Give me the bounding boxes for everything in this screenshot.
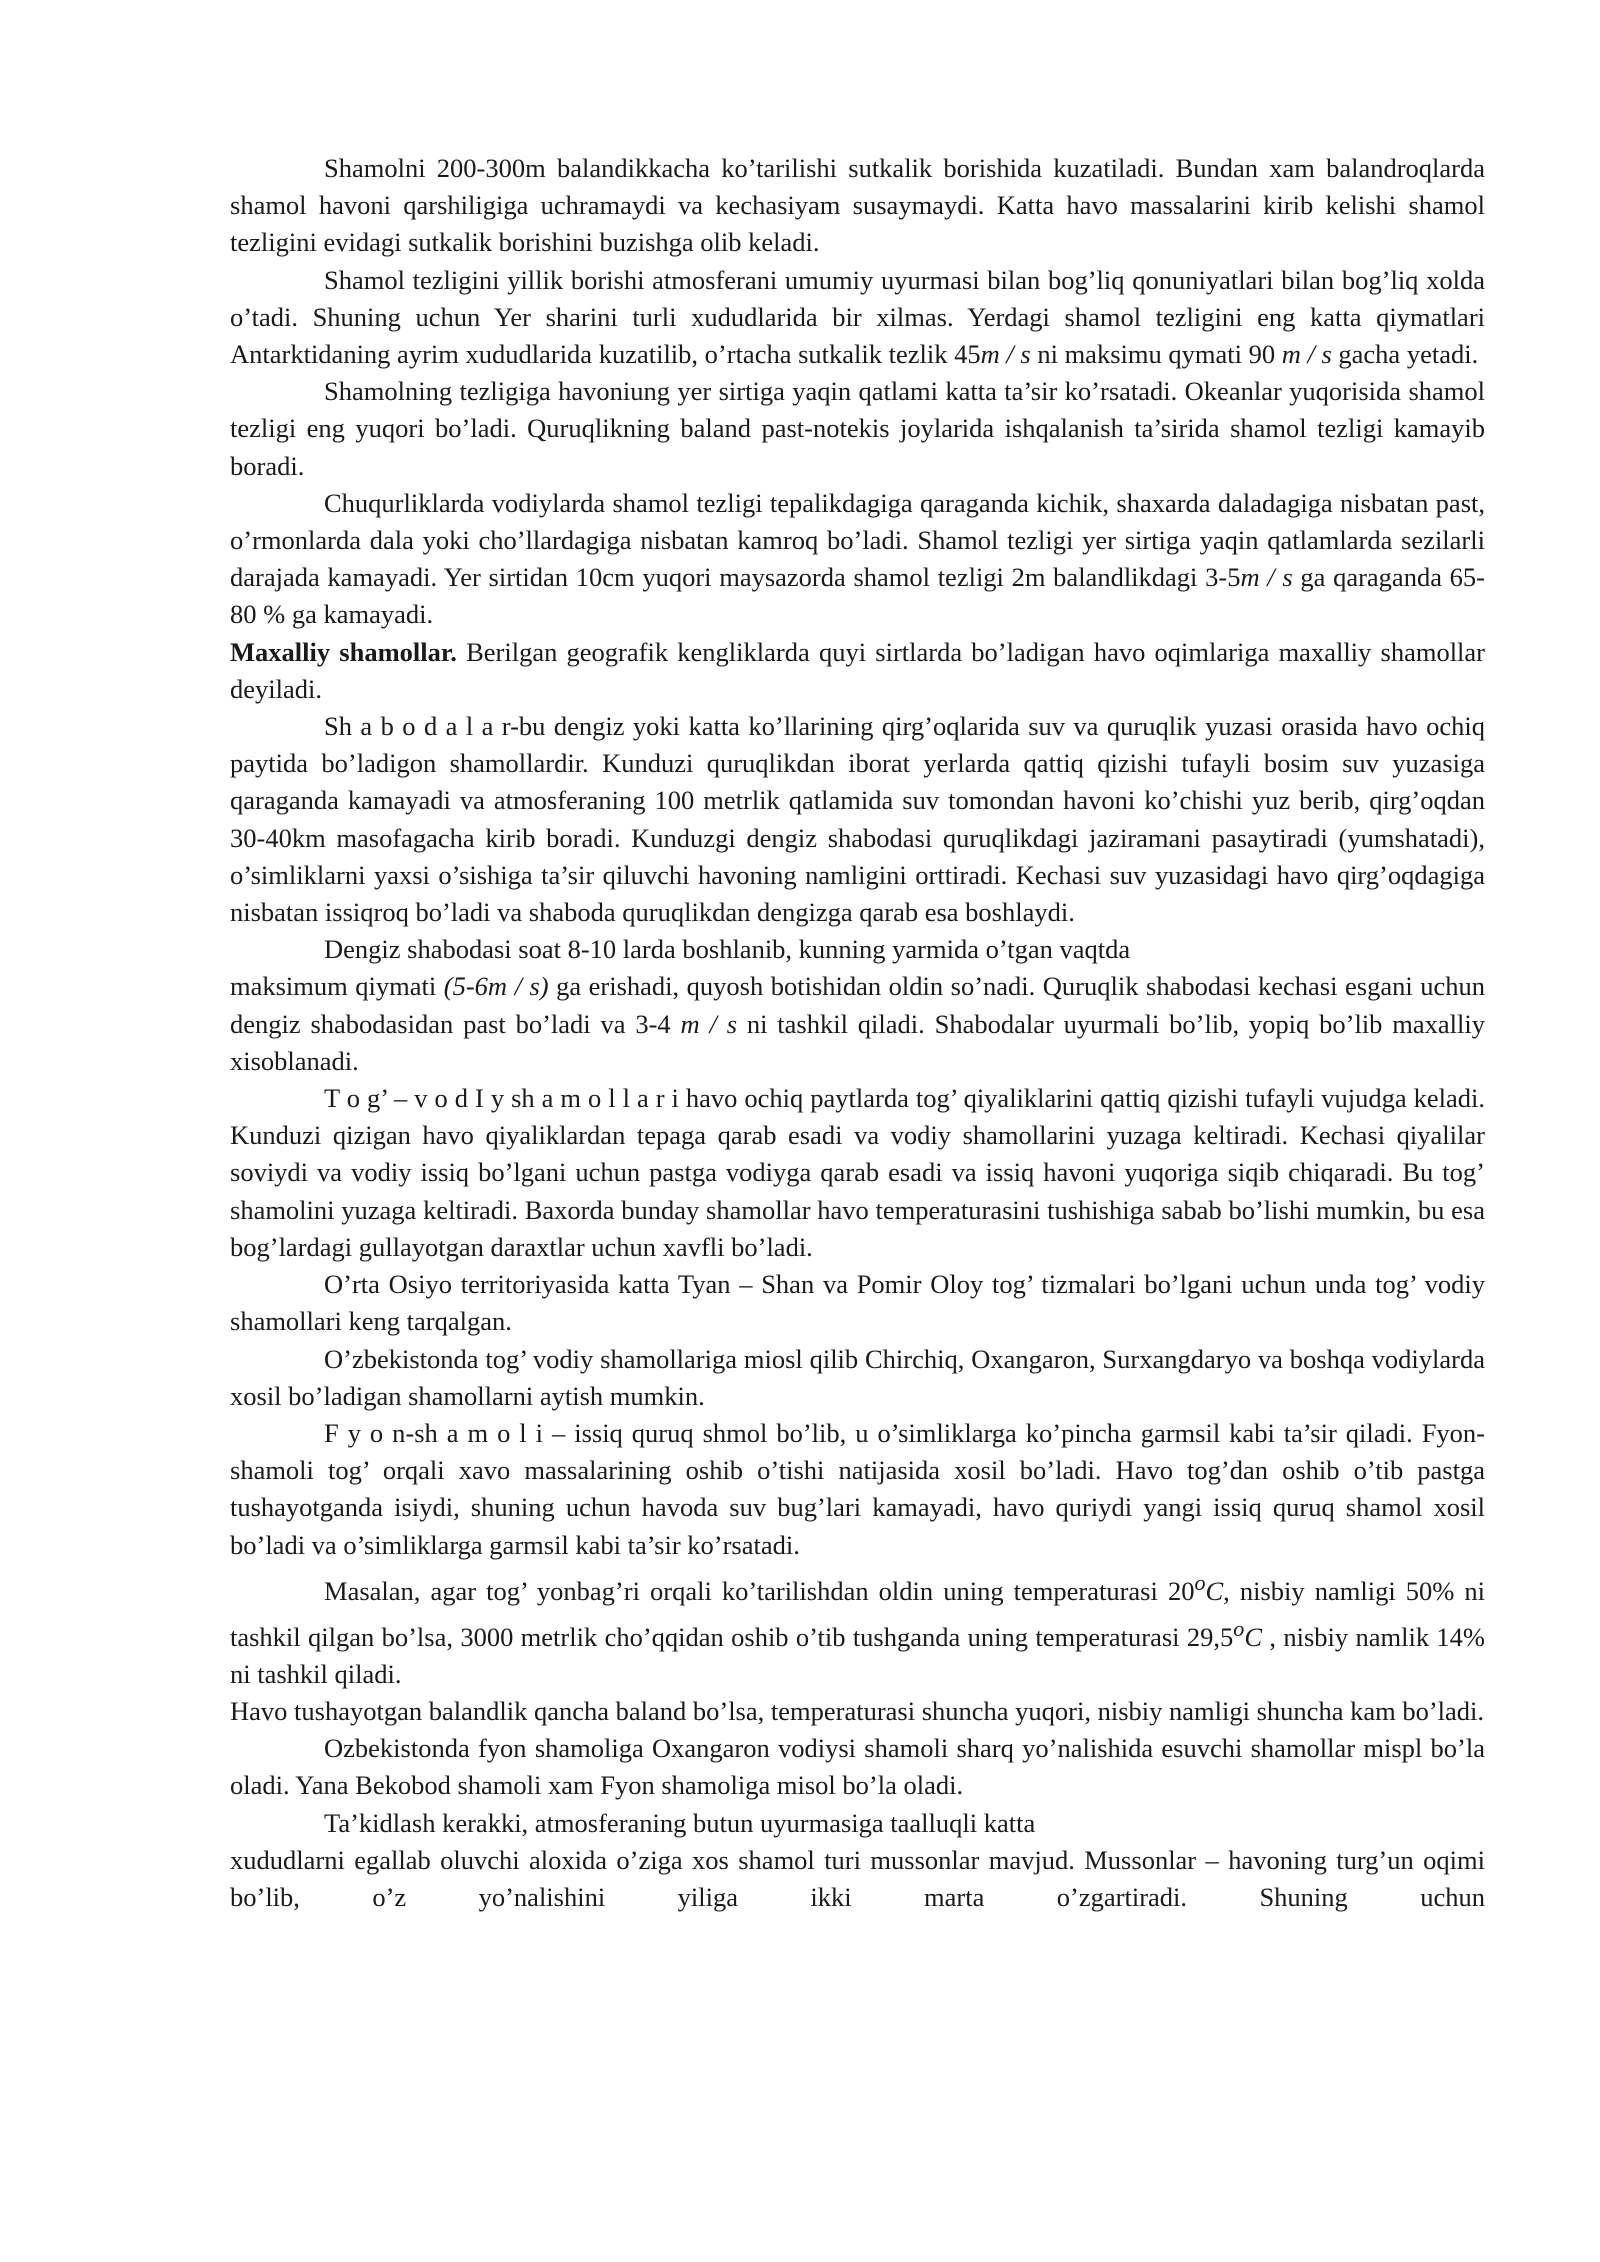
paragraph-text: Shamol tezligini yillik borishi atmosferani umumiy uyurmasi bilan bog’liq qonuniyatlari bilan bog’liq xolda o’tadi. Shuning uchun Yer sharini turli xududlarida bir xilmas. Yerdagi shamol tezligini eng katta qiymatlari Antarktidaning ayrim xududlarida kuzatilib, o’rtacha sutkalik tezlik 45 (230, 264, 1485, 370)
unit-formula: m / s (680, 1008, 738, 1039)
paragraph-text: Masalan, agar tog’ yonbag’ri orqali ko’tarilishdan oldin uning temperaturasi (324, 1575, 1168, 1606)
paragraph (230, 485, 1485, 634)
unit-formula: m / s (487, 971, 540, 1002)
unit-formula: m / s (980, 339, 1031, 370)
paragraph: O’rta Osiyo territoriyasida katta Tyan – Shan va Pomir Oloy tog’ tizmalari bo’lgani uchun unda tog’ vodiy shamollari keng tarqalgan. (230, 1269, 1485, 1337)
term: Sh a b o d a l a r (324, 711, 511, 742)
paragraph-text: – issiq quruq shmol bo’lib, u o’simliklarga ko’pincha garmsil kabi ta’sir qiladi. Fyon-shamoli tog’ orqali xavo massalarining oshib o’tishi natijasida xosil bo’ladi. Havo tog’dan oshib o’tib pastga tushayotganda isiydi, shuning uchun havoda suv bug’lari kamayadi, havo quriydi yangi issiq quruq shamol xosil bo’ladi va o’simliklarga garmsil kabi ta’sir ko’rsatadi. (230, 1417, 1486, 1560)
paragraph (230, 708, 1485, 931)
paragraph: Ta’kidlash kerakki, atmosferaning butun uyurmasiga taalluqli katta (324, 1807, 1036, 1838)
document-page (230, 150, 1485, 1916)
superscript: o (1233, 1615, 1245, 1641)
paragraph: Dengiz shabodasi soat 8-10 larda boshlanib, kunning yarmida o’tgan vaqtda (324, 934, 1131, 965)
paragraph: Havo tushayotgan balandlik qancha baland bo’lsa, temperaturasi shuncha yuqori, nisbiy namligi shuncha kam bo’ladi. (230, 1695, 1485, 1726)
superscript: o (1194, 1569, 1206, 1595)
paragraph (230, 1564, 1485, 1693)
formula: 20 (1167, 1575, 1195, 1606)
paragraph-text: Berilgan geografik kengliklarda quyi sirtlarda bo’ladigan havo oqimlariga maxalliy shamollar deyiladi. (230, 636, 1486, 704)
paragraph: xududlarni egallab oluvchi aloxida o’ziga xos shamol turi mussonlar mavjud. Mussonlar – havoning turg’un oqimi bo’lib, o’z yo’nalishini yiliga ikki marta o’zgartiradi. Shuning uchun (230, 1844, 1485, 1912)
paragraph-text: gacha yetadi. (1331, 339, 1479, 370)
paragraph (230, 1415, 1485, 1564)
term: T o g’ – v o d I y sh a m o l l a r i (324, 1083, 679, 1114)
formula: 29,5 (1186, 1621, 1234, 1652)
formula: C (1205, 1575, 1224, 1606)
paragraph-text: ni tashkil qiladi. Shabodalar uyurmali bo’lib, yopiq bo’lib maxalliy xisoblanadi. (230, 1008, 1485, 1076)
paragraph: Shamolni 200-300m balandikkacha ko’tarilishi sutkalik borishida kuzatiladi. Bundan xam balandroqlarda shamol havoni qarshiligiga uchramaydi va kechasiyam susaymaydi. Katta havo massalarini kirib kelishi shamol tezligini evidagi sutkalik borishini buzishga olib keladi. (230, 153, 1485, 258)
paragraph-text: Chuqurliklarda vodiylarda shamol tezligi tepalikdagiga qaraganda kichik, shaxarda daladagiga nisbatan past, o’rmonlarda dala yoki cho’llardagiga nisbatan kamroq bo’ladi. Shamol tezligi yer sirtiga yaqin qatlamlarda sezilarli darajada kamayadi. Yer sirtidan 10cm yuqori maysazorda shamol tezligi 2m balandlikdagi 3-5 (230, 487, 1485, 593)
formula: (5-6 (443, 971, 488, 1002)
paragraph-text: havo ochiq paytlarda tog’ qiyaliklarini qattiq qizishi tufayli vujudga keladi. Kunduzi qizigan havo qiyaliklardan tepaga qarab esadi va vodiy shamollarini yuzaga keltiradi. Kechasi qiyalilar soviydi va vodiy issiq bo’lgani uchun pastga vodiyga qarab esadi va issiq havoni yuqoriga siqib chiqaradi. Bu tog’ shamolini yuzaga keltiradi. Baxorda bunday shamollar havo temperaturasini tushishiga sabab bo’lishi mumkin, bu esa bog’lardagi gullayotgan daraxtlar uchun xavfli bo’ladi. (230, 1083, 1485, 1262)
paragraph (230, 968, 1485, 1080)
unit-formula: m / s (1240, 562, 1293, 593)
paragraph: O’zbekistonda tog’ vodiy shamollariga miosl qilib Chirchiq, Oxangaron, Surxangdaryo va boshqa vodiylarda xosil bo’ladigan shamollarni aytish mumkin. (230, 1343, 1485, 1411)
paragraph-text: -bu dengiz yoki katta ko’llarining qirg’oqlarida suv va quruqlik yuzasi orasida havo ochiq paytida bo’ladigon shamollardir. Kunduzi quruqlikdan iborat yerlarda qattiq qizishi tufayli bosim suv yuzasiga qaraganda kamayadi va atmosferaning 100 metrlik qatlamida suv tomondan havoni ko’chishi yuz berib, qirg’oqdan 30-40km masofagacha kirib boradi. Kunduzgi dengiz shabodasi quruqlikdagi jaziramani pasaytiradi (yumshatadi), o’simliklarni yaxsi o’sishiga ta’sir qiluvchi havoning namligini orttiradi. Kechasi suv yuzasidagi havo qirg’oqdagiga nisbatan issiqroq bo’ladi va shaboda quruqlikdan dengizga qarab esa boshlaydi. (230, 711, 1485, 928)
section-heading: Maxalliy shamollar. (230, 636, 457, 667)
unit-formula: m / s (1281, 339, 1332, 370)
paragraph-text: , nisbiy namlik 14% ni tashkil qiladi. (230, 1621, 1485, 1689)
paragraph: Shamolning tezligiga havoniung yer sirtiga yaqin qatlami katta ta’sir ko’rsatadi. Okeanlar yuqorisida shamol tezligi eng yuqori bo’ladi. Quruqlikning baland past-notekis joylarida ishqalanish ta’sirida shamol tezligi kamayib boradi. (230, 376, 1485, 481)
term: F y o n-sh a m o l i (324, 1417, 544, 1448)
paragraph-text: maksimum qiymati (230, 971, 444, 1002)
paragraph (230, 262, 1485, 374)
paragraph (230, 1080, 1485, 1266)
paragraph: Ozbekistonda fyon shamoliga Oxangaron vodiysi shamoli sharq yo’nalishida esuvchi shamollar mispl bo’la oladi. Yana Bekobod shamoli xam Fyon shamoliga misol bo’la oladi. (230, 1733, 1485, 1801)
formula: ) (539, 971, 549, 1002)
paragraph-text: ga qaraganda 65-80 % ga kamayadi. (230, 562, 1485, 630)
paragraph-text: ni maksimu qymati 90 (1030, 339, 1282, 370)
paragraph-text: ga erishadi, quyosh botishidan oldin so’nadi. Quruqlik shabodasi kechasi esgani uchun dengiz shabodasidan past bo’ladi va 3-4 (230, 971, 1485, 1039)
paragraph (230, 634, 1485, 708)
formula: C (1244, 1621, 1263, 1652)
paragraph-text: , nisbiy namligi 50% ni tashkil qilgan bo’lsa, 3000 metrlik cho’qqidan oshib o’tib tushganda uning temperaturasi (230, 1575, 1486, 1652)
